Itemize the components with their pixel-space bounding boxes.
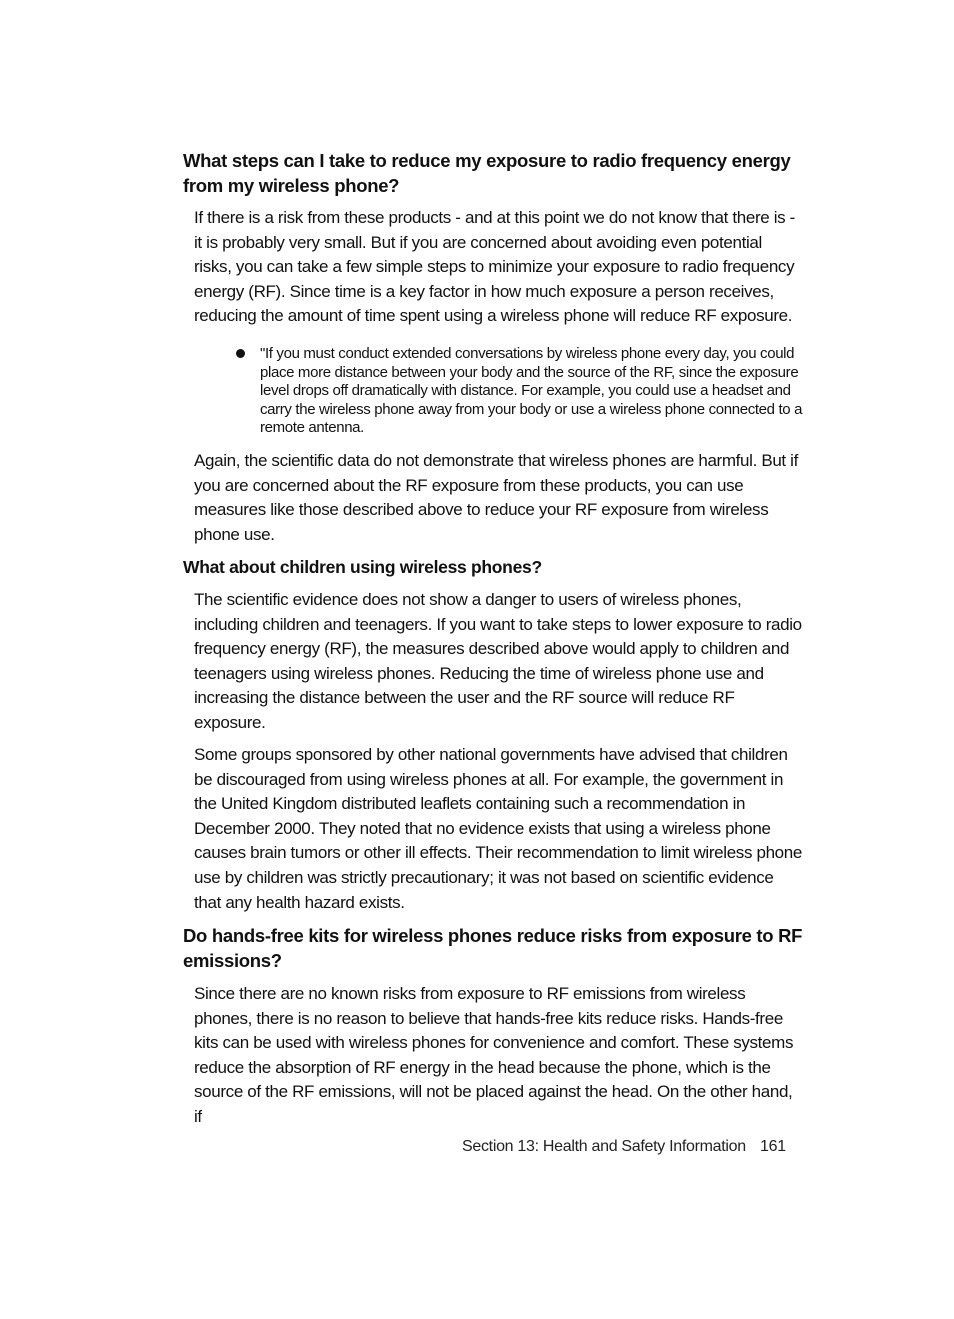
paragraph-risk-intro: If there is a risk from these products - and at this point we do not know that there is - it is probably very small. But if you are concerned about avoiding even potential risks, you can take a few simple steps to minimize your exposure to radio frequency energy (RF). Since time is a key factor in how much exposure a person receives, reducing the amount of time spent using a wireless phone will reduce RF exposure. <box>194 208 795 326</box>
paragraph-hands-free: Since there are no known risks from exposure to RF emissions from wireless phones, there is no reason to believe that hands-free kits reduce risks. Hands-free kits can be used with wireless phones for convenience and comfort. These systems reduce the absorption of RF energy in the head because the phone, which is the source of the RF emissions, will not be placed against the head. On the other hand, if <box>194 984 794 1126</box>
paragraph-children-evidence: The scientific evidence does not show a danger to users of wireless phones, including children and teenagers. If you want to take steps to lower exposure to radio frequency energy (RF), the measures described above would apply to children and teenagers using wireless phones. Reducing the time of wireless phone use and increasing the distance between the user and the RF source will reduce RF exposure. <box>194 590 802 732</box>
heading-children: What about children using wireless phones? <box>183 557 542 577</box>
paragraph-national-governments: Some groups sponsored by other national governments have advised that children be discouraged from using wireless phones at all. For example, the government in the United Kingdom distributed leaflets containing such a recommendation in December 2000. They noted that no evidence exists that using a wireless phone causes brain tumors or other ill effects. Their recommendation to limit wireless phone use by children was strictly precautionary; it was not based on scientific evidence that any health hazard exists. <box>194 745 802 912</box>
footer-section-label: Section 13: Health and Safety Information <box>462 1138 746 1155</box>
heading-hands-free-kits: Do hands-free kits for wireless phones reduce risks from exposure to RF emissions? <box>183 925 803 971</box>
bullet-icon <box>236 349 245 358</box>
page-number: 161 <box>760 1138 786 1155</box>
paragraph-scientific-data: Again, the scientific data do not demonstrate that wireless phones are harmful. But if you are concerned about the RF exposure from these products, you can use measures like those described above to reduce your RF exposure from wireless phone use. <box>194 451 798 544</box>
bullet-text-distance: "If you must conduct extended conversations by wireless phone every day, you could place more distance between your body and the source of the RF, since the exposure level drops off dramatically with distance. For example, you could use a headset and carry the wireless phone away from your body or use a wireless phone connected to a remote antenna. <box>260 345 803 437</box>
heading-reduce-exposure: What steps can I take to reduce my exposure to radio frequency energy from my wireless phone? <box>183 150 791 196</box>
